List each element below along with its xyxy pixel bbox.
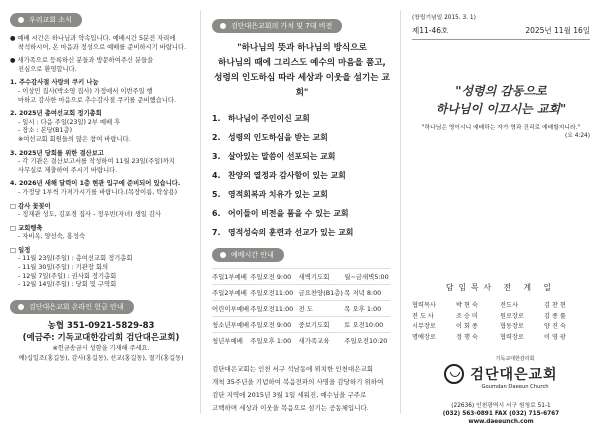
bullet-icon <box>18 17 24 23</box>
schedule-cell: 주일2부예배 <box>212 289 247 297</box>
news-item: 2. 2025년 총여선교회 정기총회 <box>10 110 102 118</box>
vision-item <box>212 204 392 223</box>
news-item: 사무실로 제출하여 주시기 바랍니다. <box>18 166 118 174</box>
vision-item <box>212 109 392 128</box>
staff-title: 전 도 사 <box>412 312 434 320</box>
cover-panel <box>400 0 600 424</box>
vision-tag <box>212 19 342 33</box>
news-item: - 11월 30일(주일) : 기관장 회의 <box>18 264 109 272</box>
schedule-cell: 주일오전 9:00 <box>250 321 292 329</box>
news-item: 3. 2025년 당회를 위한 결산보고 <box>10 149 104 157</box>
vision-item <box>212 147 392 166</box>
schedule-cell: 목 오후 1:00 <box>344 305 382 313</box>
staff-title: 협력목사 <box>412 302 436 309</box>
staff-name: 정 행 숙 <box>456 333 478 341</box>
vision-text: 어이들이 비전을 품을 수 있는 교회 <box>228 209 349 218</box>
staff-list <box>412 301 590 343</box>
verse-text: "하나님은 영이시니 예배하는 자가 영과 진리로 예배할지니라." <box>421 125 581 131</box>
news-list <box>10 35 192 290</box>
staff-title: 원로장로 <box>500 312 524 320</box>
news-item: 착석하시어, 온 마음과 정성으로 예배를 준비하시기 바랍니다. <box>18 43 187 51</box>
schedule-cell: 주일오전11:00 <box>250 289 294 297</box>
schedule-row <box>212 333 390 349</box>
divider <box>412 39 590 40</box>
news-item: 마하고 감사한 마음으로 추수감사절 쿠키를 준비했습니다. <box>18 96 176 104</box>
church-address: (22636) 인천광역시 서구 원청로 51-1 <box>451 403 551 409</box>
news-item: 1. 주수감사절 사랑의 쿠키 나눔 <box>10 79 99 87</box>
church-contact <box>412 402 590 424</box>
schedule-row <box>212 269 390 285</box>
verse-reference: (요 4:24) <box>565 133 590 139</box>
staff-name: 김 종 률 <box>544 312 566 320</box>
account-holder: (예금주: 기독교대한감리회 검단대은교회) <box>22 332 180 343</box>
vision-text: 영적성숙의 훈련과 선교가 있는 교회 <box>228 228 354 237</box>
news-item: ※여선교회 회원들의 많은 참여 바랍니다. <box>18 135 131 143</box>
vision-item <box>212 166 392 185</box>
schedule-cell: 청소년부예배 <box>212 321 250 329</box>
schedule-cell: 새벽기도회 <box>298 273 330 281</box>
offering-tag-label: 검단대은교회 온라인 헌금 안내 <box>29 302 124 311</box>
news-item: - 장소 : 본당(B1층) <box>18 127 73 135</box>
vision-text: 하나님이 주인이신 교회 <box>228 114 310 123</box>
senior-pastor: 담임목사 전 계 일 <box>445 283 557 292</box>
news-item: - 12월 14일(주일) : 당회 및 구역회 <box>18 281 117 289</box>
schedule-cell: 전 도 <box>298 305 313 313</box>
bulletin-date: 2025년 11월 16일 <box>525 26 590 35</box>
schedule-tag-label: 예배시간 안내 <box>231 251 274 259</box>
news-item: ● 새가족으로 등록하신 분들과 방문하여주신 분들을 <box>10 57 154 65</box>
bullet-icon <box>220 252 226 258</box>
offering-example: 예)십일조(홍길동), 감사(홍길동), 선교(홍길동), 절기(홍길동) <box>18 354 184 362</box>
vision-text: 찬양의 열정과 감사함이 있는 교회 <box>228 171 346 180</box>
intro-line: 고백하며 세상과 이웃을 복음으로 섬기는 공동체입니다. <box>212 403 369 412</box>
news-item: - 이상민 집사(박소영 집사) 가정에서 이번주일 행 <box>18 87 153 95</box>
news-item: - 자비옥, 양선숙, 홍성숙 <box>18 233 86 241</box>
founded-date: (창립기념일 2015. 3. 1) <box>412 15 476 21</box>
issue-number: 제11-46호 <box>412 26 449 35</box>
church-website: www.daeeunch.com <box>468 419 534 424</box>
staff-row <box>412 322 590 333</box>
vision-number: 5. <box>212 190 221 199</box>
offering-account <box>10 320 192 364</box>
schedule-tag <box>212 248 284 262</box>
vision-number: 4. <box>212 171 221 180</box>
schedule-cell: 주일오전10:20 <box>344 337 388 346</box>
church-emblem-icon <box>444 364 464 384</box>
news-item: - 정재관 성도, 김포경 집사 - 정우빈(자녀) 생일 감사 <box>18 211 162 219</box>
schedule-cell: 주일1부예배 <box>212 273 247 281</box>
schedule-cell: 주일오전 9:00 <box>250 273 292 281</box>
schedule-cell: 청년부예배 <box>212 337 243 346</box>
vision-text: 살아있는 말씀이 선포되는 교회 <box>228 152 336 161</box>
staff-name: 박 현 숙 <box>456 302 478 309</box>
news-tag-label: 우리교회 소식 <box>29 16 72 24</box>
vision-line: 성령의 인도하심 따라 세상과 이웃을 섬기는 교회" <box>214 73 390 98</box>
intro-line: 검단대은교회는 인천 서구 석남동에 위치한 인천대은교회 <box>212 364 374 373</box>
vision-list <box>212 109 392 242</box>
schedule-cell: 목 저녁 8:00 <box>344 289 382 297</box>
news-item: □ 교회행축 <box>10 224 43 232</box>
staff-name: 조 승 미 <box>456 312 478 320</box>
vision-number: 1. <box>212 114 221 123</box>
vision-number: 3. <box>212 152 221 161</box>
church-phone: (032) 563-0891 FAX (032) 715-6767 <box>442 411 560 417</box>
schedule-row <box>212 285 390 301</box>
schedule-cell: 월~금새벽5:00 <box>344 273 389 281</box>
schedule-cell: 금요찬양(B1층) <box>298 289 343 297</box>
news-item: 진심으로 환영합니다. <box>18 65 77 73</box>
staff-row <box>412 312 590 323</box>
news-item: ● 예배 시간은 하나님과 약속입니다. 예배시간 5분전 자리에 <box>10 35 176 42</box>
denomination: 기독교대한감리회 <box>495 356 535 362</box>
vision-item <box>212 128 392 147</box>
vision-number: 6. <box>212 209 221 218</box>
staff-name: 양 진 숙 <box>544 323 566 330</box>
staff-row <box>412 333 590 344</box>
schedule-cell: 토 오전10:00 <box>344 321 384 329</box>
church-english-name: Goumdan Daeeun Church <box>481 384 549 390</box>
news-panel <box>0 0 200 424</box>
vision-statement <box>212 41 392 101</box>
theme-line: "성령의 감동으로 <box>455 84 547 98</box>
intro-line: 검단 지역에 2015년 3월 1일 세워진, 예수님을 구주로 <box>212 390 367 399</box>
staff-row <box>412 301 590 312</box>
church-theme <box>412 82 590 118</box>
bullet-icon <box>18 304 24 310</box>
news-item: - 11월 23일(주일) : 총여선교회 정기총회 <box>18 255 133 263</box>
intro-line: 개척 35주년을 기념하여 복음전파의 사명을 감당하기 위하여 <box>212 377 384 386</box>
church-logo <box>412 364 590 384</box>
vision-number: 7. <box>212 228 221 237</box>
vision-tag-label: 검단대은교회의 가치 및 7대 비전 <box>231 22 333 30</box>
staff-title: 협동장로 <box>500 323 524 330</box>
staff-title: 전도사 <box>500 302 518 309</box>
schedule-cell: 중보기도회 <box>298 321 330 329</box>
staff-title: 명예장로 <box>412 333 436 341</box>
news-item: □ 감사 꽃꽂이 <box>10 202 51 210</box>
vision-panel <box>200 0 400 424</box>
offering-note: ※헌금송금시 성함을 기재해 주세요. <box>52 344 150 352</box>
schedule-row <box>212 301 390 317</box>
news-item: - 각 기관은 결산보고서를 작성하여 11월 23일(주일)까지 <box>18 158 175 166</box>
vision-text: 영적회복과 치유가 있는 교회 <box>228 190 328 199</box>
staff-name: 김 찬 현 <box>544 302 566 309</box>
theme-line: 하나님이 이끄시는 교회" <box>435 102 567 116</box>
news-item: □ 일정 <box>10 246 31 254</box>
news-item: - 일시 : 다음 주일(23일) 2부 예배 후 <box>18 118 121 126</box>
church-name: 검단대은교회 <box>470 367 558 383</box>
schedule-row <box>212 317 390 333</box>
staff-name: 이 영 광 <box>544 333 566 341</box>
news-item: 4. 2026년 새해 달력이 1층 현관 입구에 준비되어 있습니다. <box>10 180 181 188</box>
vision-number: 2. <box>212 133 221 142</box>
worship-schedule-table <box>212 268 390 349</box>
staff-title: 협력장로 <box>500 333 524 341</box>
staff-name: 이 회 종 <box>456 323 478 330</box>
vision-item <box>212 185 392 204</box>
bullet-icon <box>220 23 226 29</box>
account-number: 농협 351-0921-5829-83 <box>47 320 155 331</box>
staff-title: 시무장로 <box>412 323 436 330</box>
vision-line: 하나님의 때에 그리스도 예수의 마음을 품고, <box>218 58 386 68</box>
schedule-cell: 새가족교육 <box>298 337 330 346</box>
schedule-cell: 주일오전11:00 <box>250 305 294 313</box>
vision-item <box>212 223 392 242</box>
church-intro <box>212 363 392 415</box>
offering-tag <box>10 300 134 314</box>
news-item: - 가정당 1부씩 가져가시기를 바랍니다.(목장이름, 탁상용) <box>18 188 178 196</box>
issue-row <box>412 25 590 36</box>
schedule-cell: 어린이부예배 <box>212 305 250 313</box>
vision-text: 성령의 인도하심을 받는 교회 <box>228 133 328 142</box>
news-item: - 12월 7일(주일) : 권사회 정기총회 <box>18 272 117 280</box>
news-tag <box>10 13 82 27</box>
vision-line: "하나님의 뜻과 하나님의 방식으로 <box>237 43 367 53</box>
schedule-cell: 주일오후 1:00 <box>250 337 292 346</box>
theme-verse <box>412 124 590 140</box>
